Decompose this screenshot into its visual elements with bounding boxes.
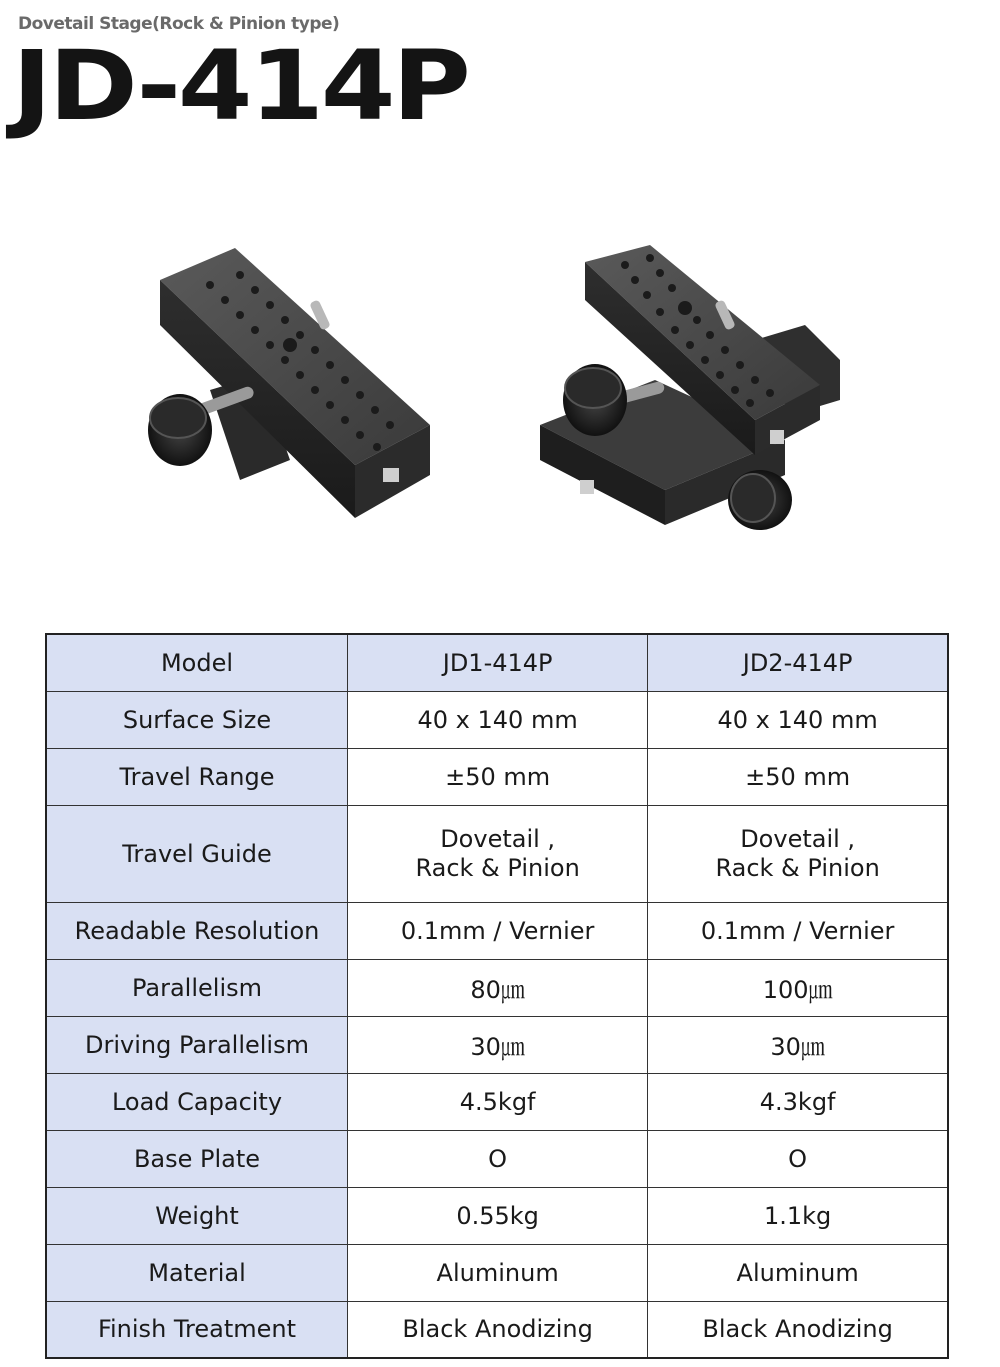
table-row bbox=[46, 1301, 948, 1358]
row-label: Weight bbox=[46, 1187, 348, 1244]
cell-jd2: 40 x 140 mm bbox=[648, 691, 948, 748]
cell-line: Dovetail , bbox=[440, 824, 556, 853]
cell-jd2 bbox=[648, 805, 948, 902]
table-row bbox=[46, 959, 948, 1016]
cell-jd1: 4.5kgf bbox=[348, 1073, 648, 1130]
table-row bbox=[46, 1130, 948, 1187]
cell-jd2: 0.1mm / Vernier bbox=[648, 902, 948, 959]
cell-jd2: 1.1kg bbox=[648, 1187, 948, 1244]
table-row bbox=[46, 1073, 948, 1130]
table-row bbox=[46, 1244, 948, 1301]
cell-jd1: Aluminum bbox=[348, 1244, 648, 1301]
cell-jd1: ±50 mm bbox=[348, 748, 648, 805]
product-subtitle: Dovetail Stage(Rock & Pinion type) bbox=[18, 14, 340, 34]
table-row bbox=[46, 634, 948, 691]
cell-jd2: JD2-414P bbox=[648, 634, 948, 691]
row-label: Load Capacity bbox=[46, 1073, 348, 1130]
row-label: Readable Resolution bbox=[46, 902, 348, 959]
cell-line: Rack & Pinion bbox=[715, 853, 880, 882]
table-row bbox=[46, 1187, 948, 1244]
single-axis-stage-photo bbox=[140, 240, 440, 530]
row-label: Travel Range bbox=[46, 748, 348, 805]
cell-jd2: Aluminum bbox=[648, 1244, 948, 1301]
table-row bbox=[46, 902, 948, 959]
cell-jd1: 0.55kg bbox=[348, 1187, 648, 1244]
cell-jd2: 4.3kgf bbox=[648, 1073, 948, 1130]
row-label: Model bbox=[46, 634, 348, 691]
cell-jd1: Black Anodizing bbox=[348, 1301, 648, 1358]
cell-jd1: 80㎛ bbox=[348, 959, 648, 1016]
cell-jd2: 100㎛ bbox=[648, 959, 948, 1016]
cell-line: Rack & Pinion bbox=[415, 853, 580, 882]
model-title: JD-414P bbox=[12, 30, 468, 142]
cell-jd1: JD1-414P bbox=[348, 634, 648, 691]
cell-jd2: O bbox=[648, 1130, 948, 1187]
cell-jd2: 30㎛ bbox=[648, 1016, 948, 1073]
table-row bbox=[46, 691, 948, 748]
cell-jd2: Black Anodizing bbox=[648, 1301, 948, 1358]
table-row bbox=[46, 805, 948, 902]
cell-jd1: O bbox=[348, 1130, 648, 1187]
row-label: Finish Treatment bbox=[46, 1301, 348, 1358]
table-row bbox=[46, 1016, 948, 1073]
cell-line: Dovetail , bbox=[740, 824, 856, 853]
table-row bbox=[46, 748, 948, 805]
xy-stage-photo bbox=[535, 240, 855, 540]
row-label: Material bbox=[46, 1244, 348, 1301]
cell-jd1: 30㎛ bbox=[348, 1016, 648, 1073]
cell-jd1 bbox=[348, 805, 648, 902]
row-label: Driving Parallelism bbox=[46, 1016, 348, 1073]
row-label: Surface Size bbox=[46, 691, 348, 748]
cell-jd1: 40 x 140 mm bbox=[348, 691, 648, 748]
row-label: Travel Guide bbox=[46, 805, 348, 902]
row-label: Parallelism bbox=[46, 959, 348, 1016]
specification-table bbox=[45, 633, 949, 1359]
row-label: Base Plate bbox=[46, 1130, 348, 1187]
cell-jd1: 0.1mm / Vernier bbox=[348, 902, 648, 959]
cell-jd2: ±50 mm bbox=[648, 748, 948, 805]
